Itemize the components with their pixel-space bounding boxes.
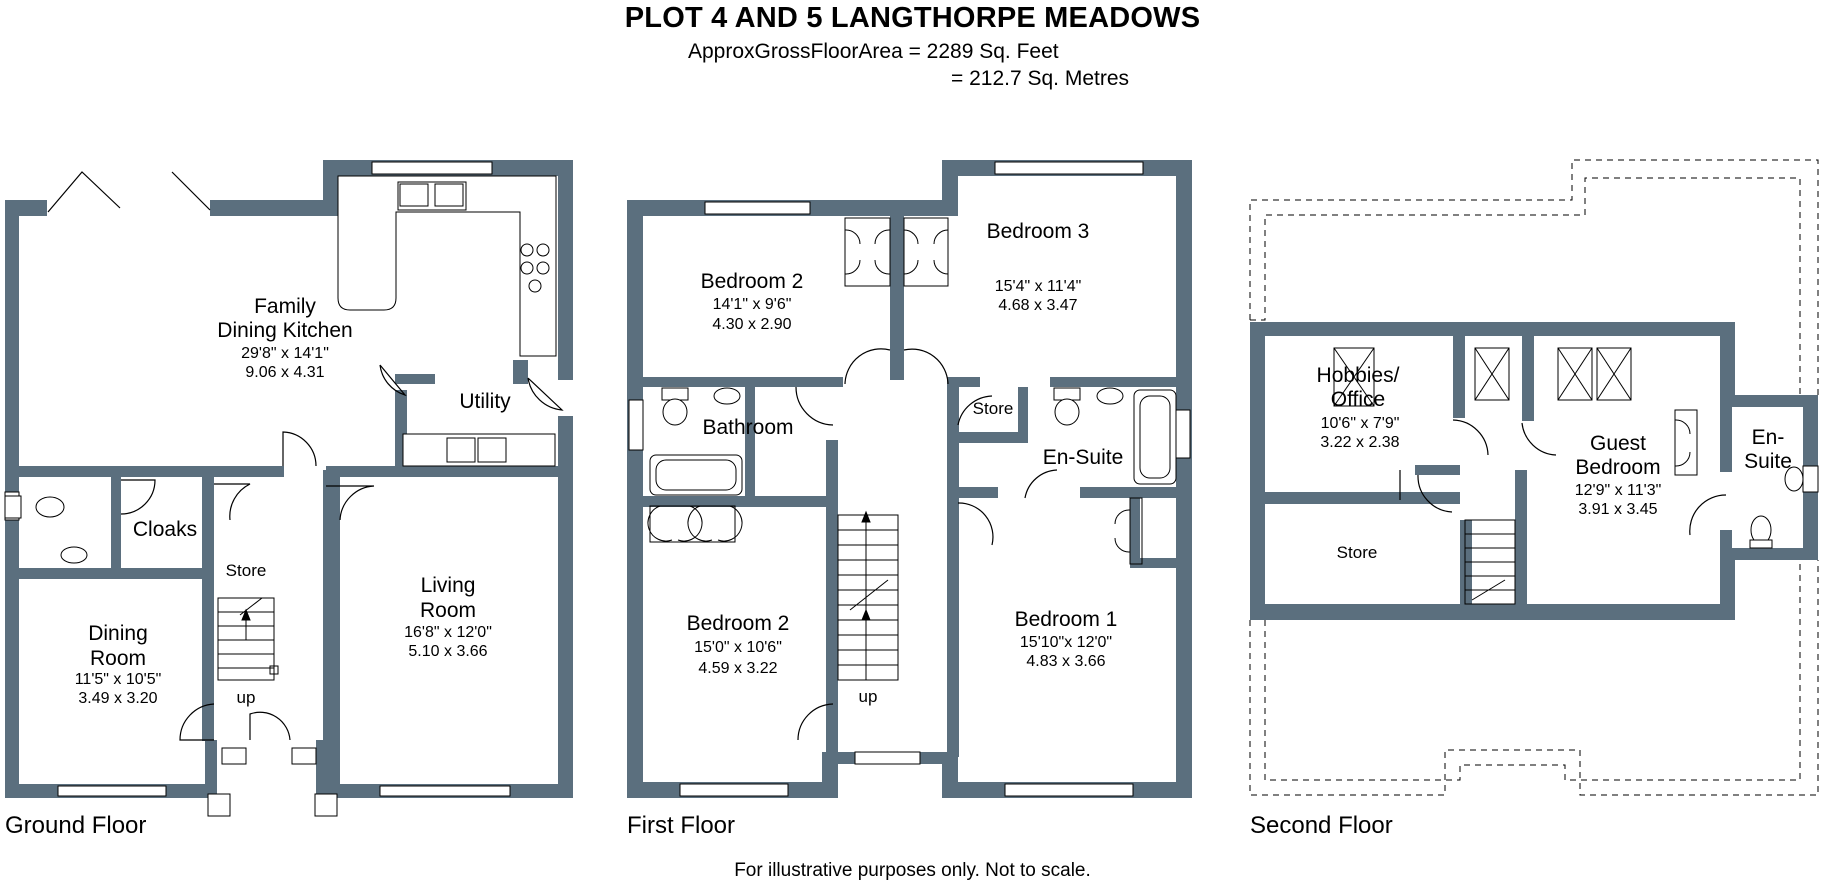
dining-room-dim-imperial: 11'5" x 10'5" [74, 671, 162, 688]
dining-room-dim-metric: 3.49 x 3.20 [78, 690, 158, 707]
second-floor-fixtures [1675, 410, 1818, 548]
bedroom1-dim-metric: 4.83 x 3.66 [1026, 653, 1106, 670]
bedroom2-lower-dim-metric: 4.59 x 3.22 [698, 660, 778, 677]
second-floor-label: Second Floor [1250, 812, 1393, 839]
first-floor-bath-fixtures [650, 388, 1176, 495]
utility-label: Utility [459, 390, 511, 413]
bedroom2-upper-dim-metric: 4.30 x 2.90 [712, 316, 792, 333]
second-floor-stairs [1465, 520, 1515, 604]
living-room-label-line1: Living [420, 574, 476, 597]
bedroom3-dim-imperial: 15'4" x 11'4" [994, 278, 1082, 295]
first-ensuite-label: En-Suite [1042, 446, 1124, 469]
second-floor-plan [1250, 160, 1818, 795]
second-ensuite-label-line1: En- [1751, 426, 1785, 449]
guest-bedroom-dim-metric: 3.91 x 3.45 [1578, 501, 1658, 518]
ground-floor-labels [75, 295, 511, 707]
second-store-label: Store [1336, 543, 1378, 562]
ground-floor-doors [121, 365, 562, 740]
bedroom1-label: Bedroom 1 [1014, 608, 1118, 631]
first-floor-stairs [838, 512, 898, 680]
living-room-dim-imperial: 16'8" x 12'0" [404, 624, 492, 641]
bathroom-label: Bathroom [702, 416, 794, 439]
guest-bedroom-dim-imperial: 12'9" x 11'3" [1574, 482, 1662, 499]
living-room-dim-metric: 5.10 x 3.66 [408, 643, 488, 660]
first-floor-plan [627, 160, 1192, 798]
guest-bedroom-label-line1: Guest [1589, 432, 1647, 455]
ground-floor-plan [5, 160, 573, 816]
cloaks-label: Cloaks [132, 518, 198, 541]
hobbies-office-dim-imperial: 10'6" x 7'9" [1320, 415, 1400, 432]
porch-step [315, 794, 337, 816]
second-floor-eaves-outline [1250, 160, 1818, 795]
bedroom2-upper-dim-imperial: 14'1" x 9'6" [712, 296, 792, 313]
ground-stairs-up-label: up [236, 688, 256, 707]
ground-store-label: Store [225, 561, 267, 580]
first-store-label: Store [972, 399, 1014, 418]
guest-bedroom-label-line2: Bedroom [1575, 456, 1661, 479]
first-stairs-up-label: up [858, 687, 878, 706]
bedroom2-lower-label: Bedroom 2 [686, 612, 790, 635]
bedroom1-dim-imperial: 15'10"x 12'0" [1019, 634, 1113, 651]
dining-room-label-line1: Dining [88, 622, 148, 645]
second-ensuite-label-line2: Suite [1744, 450, 1792, 473]
ground-floor-bifold-doors [48, 172, 210, 212]
ground-floor-stairs [218, 598, 278, 680]
first-floor-label: First Floor [627, 812, 735, 839]
hobbies-office-label-line1: Hobbies/ [1316, 364, 1400, 387]
gross-floor-area-sqm: = 212.7 Sq. Metres [951, 67, 1130, 90]
kitchen-units [338, 176, 556, 466]
bedroom2-lower-dim-imperial: 15'0" x 10'6" [694, 639, 782, 656]
family-kitchen-label-line2: Dining Kitchen [217, 319, 353, 342]
plan-title: PLOT 4 AND 5 LANGTHORPE MEADOWS [624, 2, 1201, 34]
family-kitchen-dim-metric: 9.06 x 4.31 [245, 364, 325, 381]
family-kitchen-label-line1: Family [254, 295, 316, 318]
gross-floor-area-sqft: ApproxGrossFloorArea = 2289 Sq. Feet [688, 40, 1059, 63]
ground-floor-label: Ground Floor [5, 812, 147, 839]
hobbies-office-label-line2: Office [1330, 388, 1386, 411]
bedroom3-dim-metric: 4.68 x 3.47 [998, 297, 1078, 314]
hobbies-office-dim-metric: 3.22 x 2.38 [1320, 434, 1400, 451]
porch-step [208, 794, 230, 816]
living-room-label-line2: Room [419, 599, 477, 622]
family-kitchen-dim-imperial: 29'8" x 14'1" [241, 345, 329, 362]
bedroom3-label: Bedroom 3 [986, 220, 1090, 243]
disclaimer: For illustrative purposes only. Not to scale. [734, 860, 1091, 881]
bedroom2-upper-label: Bedroom 2 [700, 270, 804, 293]
dining-room-label-line2: Room [89, 647, 147, 670]
